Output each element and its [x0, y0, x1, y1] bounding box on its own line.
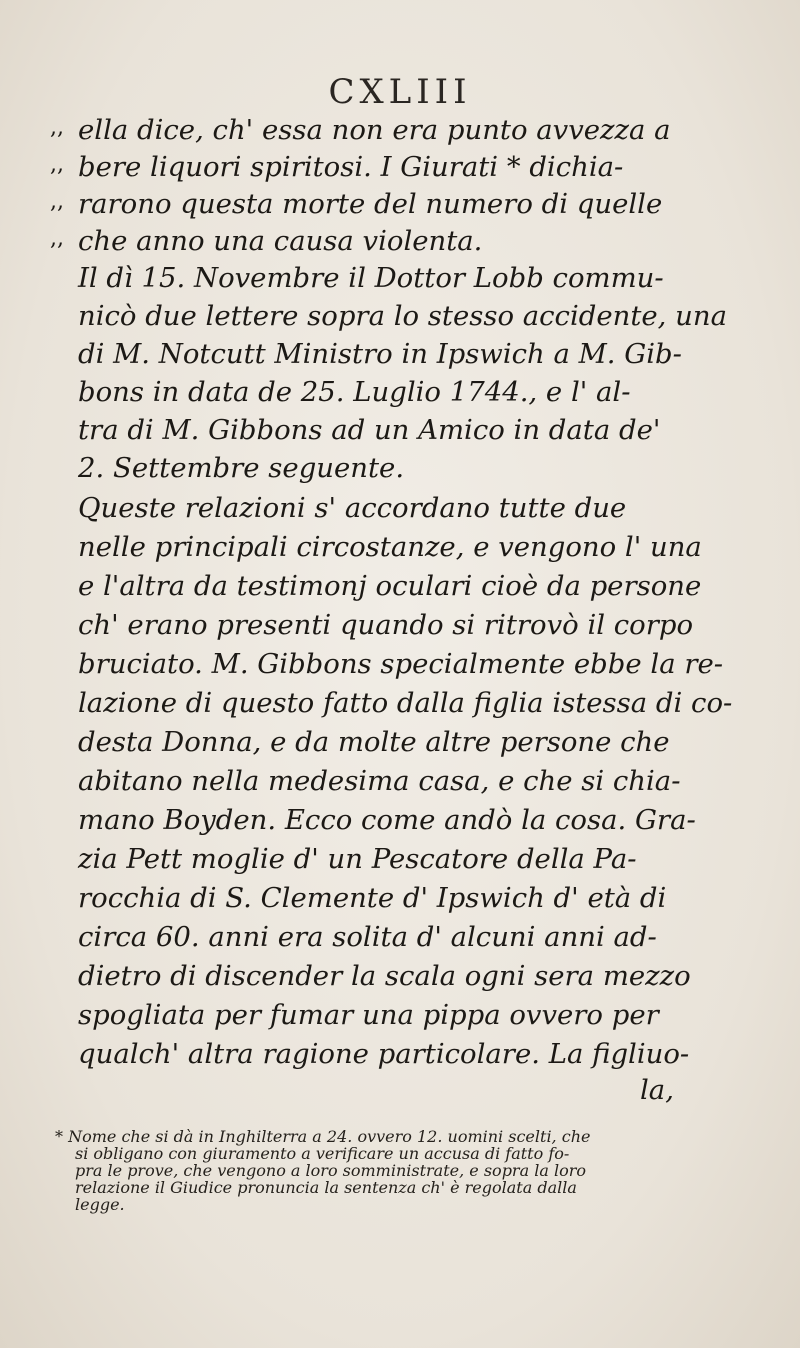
footnote-line: legge.: [75, 1195, 125, 1214]
footnote-line: relazione il Giudice pronuncia la sentenza ch' è regolata dalla: [75, 1178, 577, 1197]
text-line: dietro di discender la scala ogni sera mezzo: [78, 960, 691, 992]
text-line: ch' erano presenti quando si ritrovò il corpo: [78, 609, 694, 641]
footnote-line: * Nome che si dà in Inghilterra a 24. ovvero 12. uomini scelti, che: [55, 1127, 591, 1146]
text-line: bons in data de 25. Luglio 1744., e l' al-: [78, 376, 631, 408]
page-number: CXLIII: [328, 72, 472, 112]
text-line: tra di M. Gibbons ad un Amico in data de': [78, 414, 661, 446]
catchword: la,: [640, 1074, 674, 1106]
text-line: zia Pett moglie d' un Pescatore della Pa-: [78, 843, 637, 875]
text-line: mano Boyden. Ecco come andò la cosa. Gra-: [78, 804, 696, 836]
text-line: ,, bere liquori spiritosi. I Giurati * dichia-: [78, 145, 678, 189]
footnote-line: pra le prove, che vengono a loro somministrate, e sopra la loro: [75, 1161, 586, 1180]
text-line: ,, che anno una causa violenta.: [78, 219, 678, 263]
text-line: spogliata per fumar una pippa ovvero per: [78, 999, 659, 1031]
text-line: Queste relazioni s' accordano tutte due: [78, 492, 627, 524]
text-line: Il dì 15. Novembre il Dottor Lobb commu-: [78, 262, 664, 294]
text-line: rocchia di S. Clemente d' Ipswich d' età di: [78, 882, 667, 914]
text-line: bruciato. M. Gibbons specialmente ebbe la re-: [78, 648, 724, 680]
text-line: 2. Settembre seguente.: [78, 452, 405, 484]
text-line: ,, rarono questa morte del numero di quelle: [78, 182, 678, 226]
text-line: di M. Notcutt Ministro in Ipswich a M. Gib-: [78, 338, 682, 370]
text-line: circa 60. anni era solita d' alcuni anni ad-: [78, 921, 657, 953]
text-line: nicò due lettere sopra lo stesso accidente, una: [78, 300, 727, 332]
text-line: nelle principali circostanze, e vengono l' una: [78, 531, 702, 563]
footnote-line: si obligano con giuramento a verificare un accusa di fatto fo-: [75, 1144, 570, 1163]
text-line: lazione di questo fatto dalla figlia istessa di co-: [78, 687, 733, 719]
text-line: desta Donna, e da molte altre persone che: [78, 726, 670, 758]
text-line: ,, ella dice, ch' essa non era punto avvezza a: [78, 108, 678, 152]
text-line: abitano nella medesima casa, e che si chia-: [78, 765, 681, 797]
text-line: e l'altra da testimonj oculari cioè da persone: [78, 570, 702, 602]
text-line: qualch' altra ragione particolare. La figliuo-: [78, 1038, 690, 1070]
